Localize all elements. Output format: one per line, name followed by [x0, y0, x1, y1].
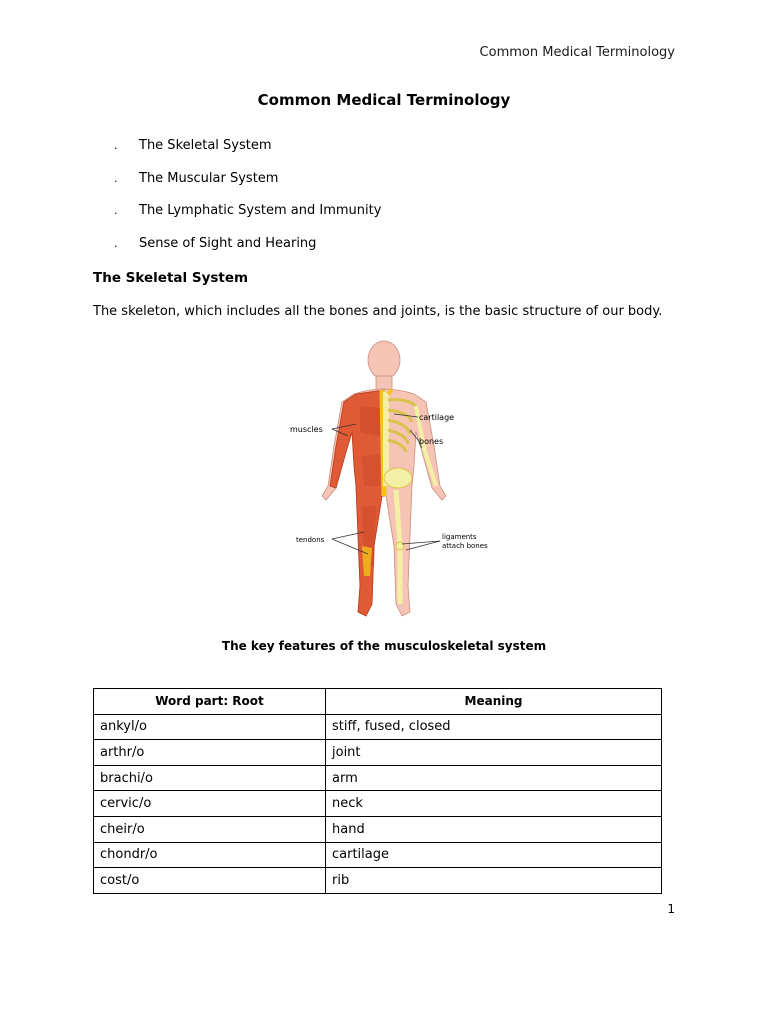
table-row [94, 765, 662, 791]
table-row [94, 714, 662, 740]
root-cell: cost/o [94, 868, 326, 894]
bullet-icon: . [114, 139, 118, 152]
figure-caption: The key features of the musculoskeletal system [221, 639, 547, 653]
toc-item [114, 236, 381, 269]
label-bones: bones [419, 437, 444, 446]
toc-item-label: The Muscular System [139, 170, 279, 186]
bullet-icon: . [114, 204, 118, 218]
label-attach-bones: attach bones [442, 542, 488, 550]
section-heading: The Skeletal System [93, 270, 249, 286]
bullet-icon: . [114, 237, 118, 251]
document-title: Common Medical Terminology [257, 91, 511, 109]
column-header-meaning: Meaning [326, 689, 662, 715]
label-ligaments: ligaments [442, 533, 477, 541]
toc-item-label: The Lymphatic System and Immunity [139, 203, 382, 219]
meaning-cell: hand [326, 816, 662, 842]
column-header-root: Word part: Root [94, 689, 326, 715]
meaning-cell: rib [326, 868, 662, 894]
label-muscles: muscles [290, 425, 323, 434]
intro-paragraph: The skeleton, which includes all the bones and joints, is the basic structure of our body. [93, 304, 663, 319]
label-cartilage: cartilage [419, 413, 455, 422]
meaning-cell: cartilage [326, 842, 662, 868]
root-cell: arthr/o [94, 740, 326, 766]
terminology-table [93, 688, 662, 894]
root-cell: ankyl/o [94, 714, 326, 740]
page-number: 1 [667, 902, 675, 916]
meaning-cell: stiff, fused, closed [326, 714, 662, 740]
meaning-cell: neck [326, 791, 662, 817]
toc-item-label: Sense of Sight and Hearing [139, 236, 317, 252]
meaning-cell: joint [326, 740, 662, 766]
table-row [94, 816, 662, 842]
table-of-contents [114, 138, 381, 269]
toc-item [114, 203, 381, 236]
label-tendons: tendons [296, 536, 325, 544]
root-cell: brachi/o [94, 765, 326, 791]
table-row [94, 842, 662, 868]
table-row [94, 791, 662, 817]
bullet-icon: . [114, 171, 118, 185]
table-row [94, 740, 662, 766]
table-header-row [94, 689, 662, 715]
musculoskeletal-figure [276, 336, 492, 628]
root-cell: chondr/o [94, 842, 326, 868]
running-header: Common Medical Terminology [479, 45, 675, 60]
root-cell: cervic/o [94, 791, 326, 817]
table-row [94, 868, 662, 894]
body-illustration [276, 336, 492, 628]
meaning-cell: arm [326, 765, 662, 791]
toc-item-label: The Skeletal System [139, 138, 272, 153]
root-cell: cheir/o [94, 816, 326, 842]
toc-item [114, 138, 381, 171]
toc-item [114, 171, 381, 204]
